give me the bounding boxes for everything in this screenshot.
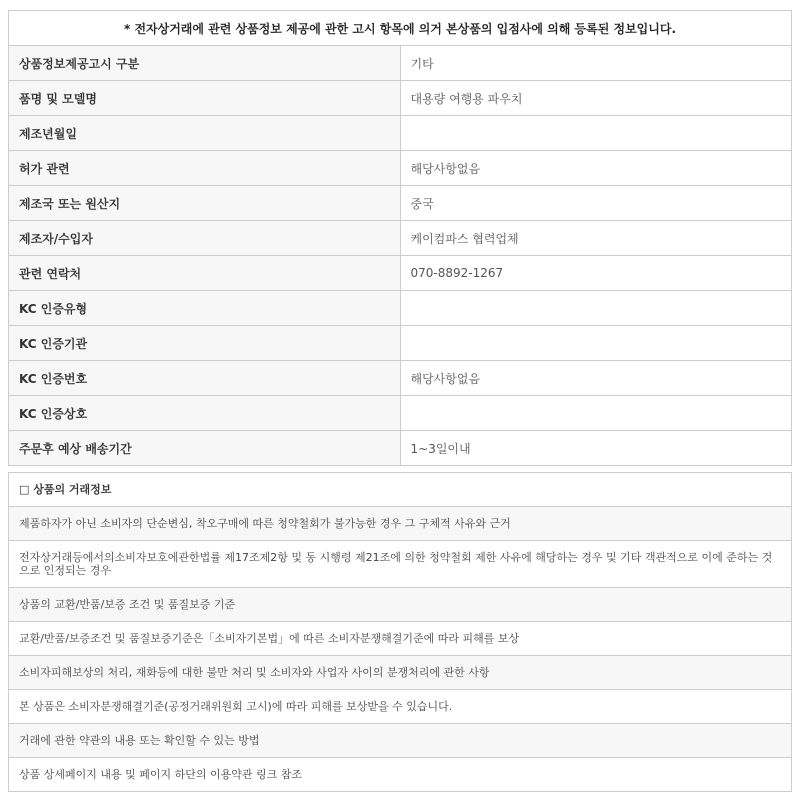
- info-row: [9, 81, 792, 116]
- trade-row-text: 상품 상세페이지 내용 및 페이지 하단의 이용약관 링크 참조: [9, 758, 792, 792]
- trade-row: [9, 588, 792, 622]
- info-value: 1~3일이내: [400, 431, 792, 466]
- trade-row-text: 제품하자가 아닌 소비자의 단순변심, 착오구매에 따른 청약철회가 불가능한 경우 그 구체적 사유와 근거: [9, 507, 792, 541]
- trade-title: □ 상품의 거래정보: [9, 473, 792, 507]
- info-label: KC 인증상호: [9, 396, 401, 431]
- info-row: [9, 116, 792, 151]
- trade-row: [9, 541, 792, 588]
- info-value: [400, 291, 792, 326]
- info-label: KC 인증유형: [9, 291, 401, 326]
- info-value: 케이컴파스 협력업체: [400, 221, 792, 256]
- info-row: [9, 291, 792, 326]
- info-label: 관련 연락처: [9, 256, 401, 291]
- info-row: [9, 396, 792, 431]
- info-value: 기타: [400, 46, 792, 81]
- info-row: [9, 361, 792, 396]
- trade-row-text: 소비자피해보상의 처리, 재화등에 대한 불만 처리 및 소비자와 사업자 사이의 분쟁처리에 관한 사항: [9, 656, 792, 690]
- trade-row: [9, 656, 792, 690]
- trade-row: [9, 724, 792, 758]
- info-label: KC 인증번호: [9, 361, 401, 396]
- info-row: [9, 431, 792, 466]
- info-label: KC 인증기관: [9, 326, 401, 361]
- trade-row-text: 본 상품은 소비자분쟁해결기준(공정거래위원회 고시)에 따라 피해를 보상받을 수 있습니다.: [9, 690, 792, 724]
- info-label: 상품정보제공고시 구분: [9, 46, 401, 81]
- info-value: 해당사항없음: [400, 151, 792, 186]
- info-value: [400, 116, 792, 151]
- info-label: 제조국 또는 원산지: [9, 186, 401, 221]
- info-label: 제조자/수입자: [9, 221, 401, 256]
- trade-row-text: 상품의 교환/반품/보증 조건 및 품질보증 기준: [9, 588, 792, 622]
- trade-row: [9, 622, 792, 656]
- info-row: [9, 326, 792, 361]
- info-label: 제조년월일: [9, 116, 401, 151]
- trade-row-text: 거래에 관한 약관의 내용 또는 확인할 수 있는 방법: [9, 724, 792, 758]
- product-info-table: [8, 10, 792, 466]
- info-row: [9, 151, 792, 186]
- info-label: 품명 및 모델명: [9, 81, 401, 116]
- info-value: 대용량 여행용 파우치: [400, 81, 792, 116]
- info-row: [9, 221, 792, 256]
- info-value: 중국: [400, 186, 792, 221]
- info-value: [400, 396, 792, 431]
- info-row: [9, 186, 792, 221]
- info-value: [400, 326, 792, 361]
- trade-row-text: 교환/반품/보증조건 및 품질보증기준은「소비자기본법」에 따른 소비자분쟁해결기준에 따라 피해를 보상: [9, 622, 792, 656]
- info-label: 허가 관련: [9, 151, 401, 186]
- trade-row: [9, 690, 792, 724]
- trade-row: [9, 507, 792, 541]
- info-label: 주문후 예상 배송기간: [9, 431, 401, 466]
- info-row: [9, 256, 792, 291]
- trade-row: [9, 758, 792, 792]
- trade-title-row: [9, 473, 792, 507]
- trade-info-table: [8, 472, 792, 792]
- product-info-page: [8, 10, 792, 792]
- trade-row-text: 전자상거래등에서의소비자보호에관한법률 제17조제2항 및 동 시행령 제21조에 의한 청약철회 제한 사유에 해당하는 경우 및 기타 객관적으로 이에 준하는 것으로 인정되는 경우: [9, 541, 792, 588]
- info-row: [9, 46, 792, 81]
- info-value: 해당사항없음: [400, 361, 792, 396]
- notice-text: * 전자상거래에 관련 상품정보 제공에 관한 고시 항목에 의거 본상품의 입점사에 의해 등록된 정보입니다.: [9, 11, 792, 46]
- notice-row: [9, 11, 792, 46]
- info-value: 070-8892-1267: [400, 256, 792, 291]
